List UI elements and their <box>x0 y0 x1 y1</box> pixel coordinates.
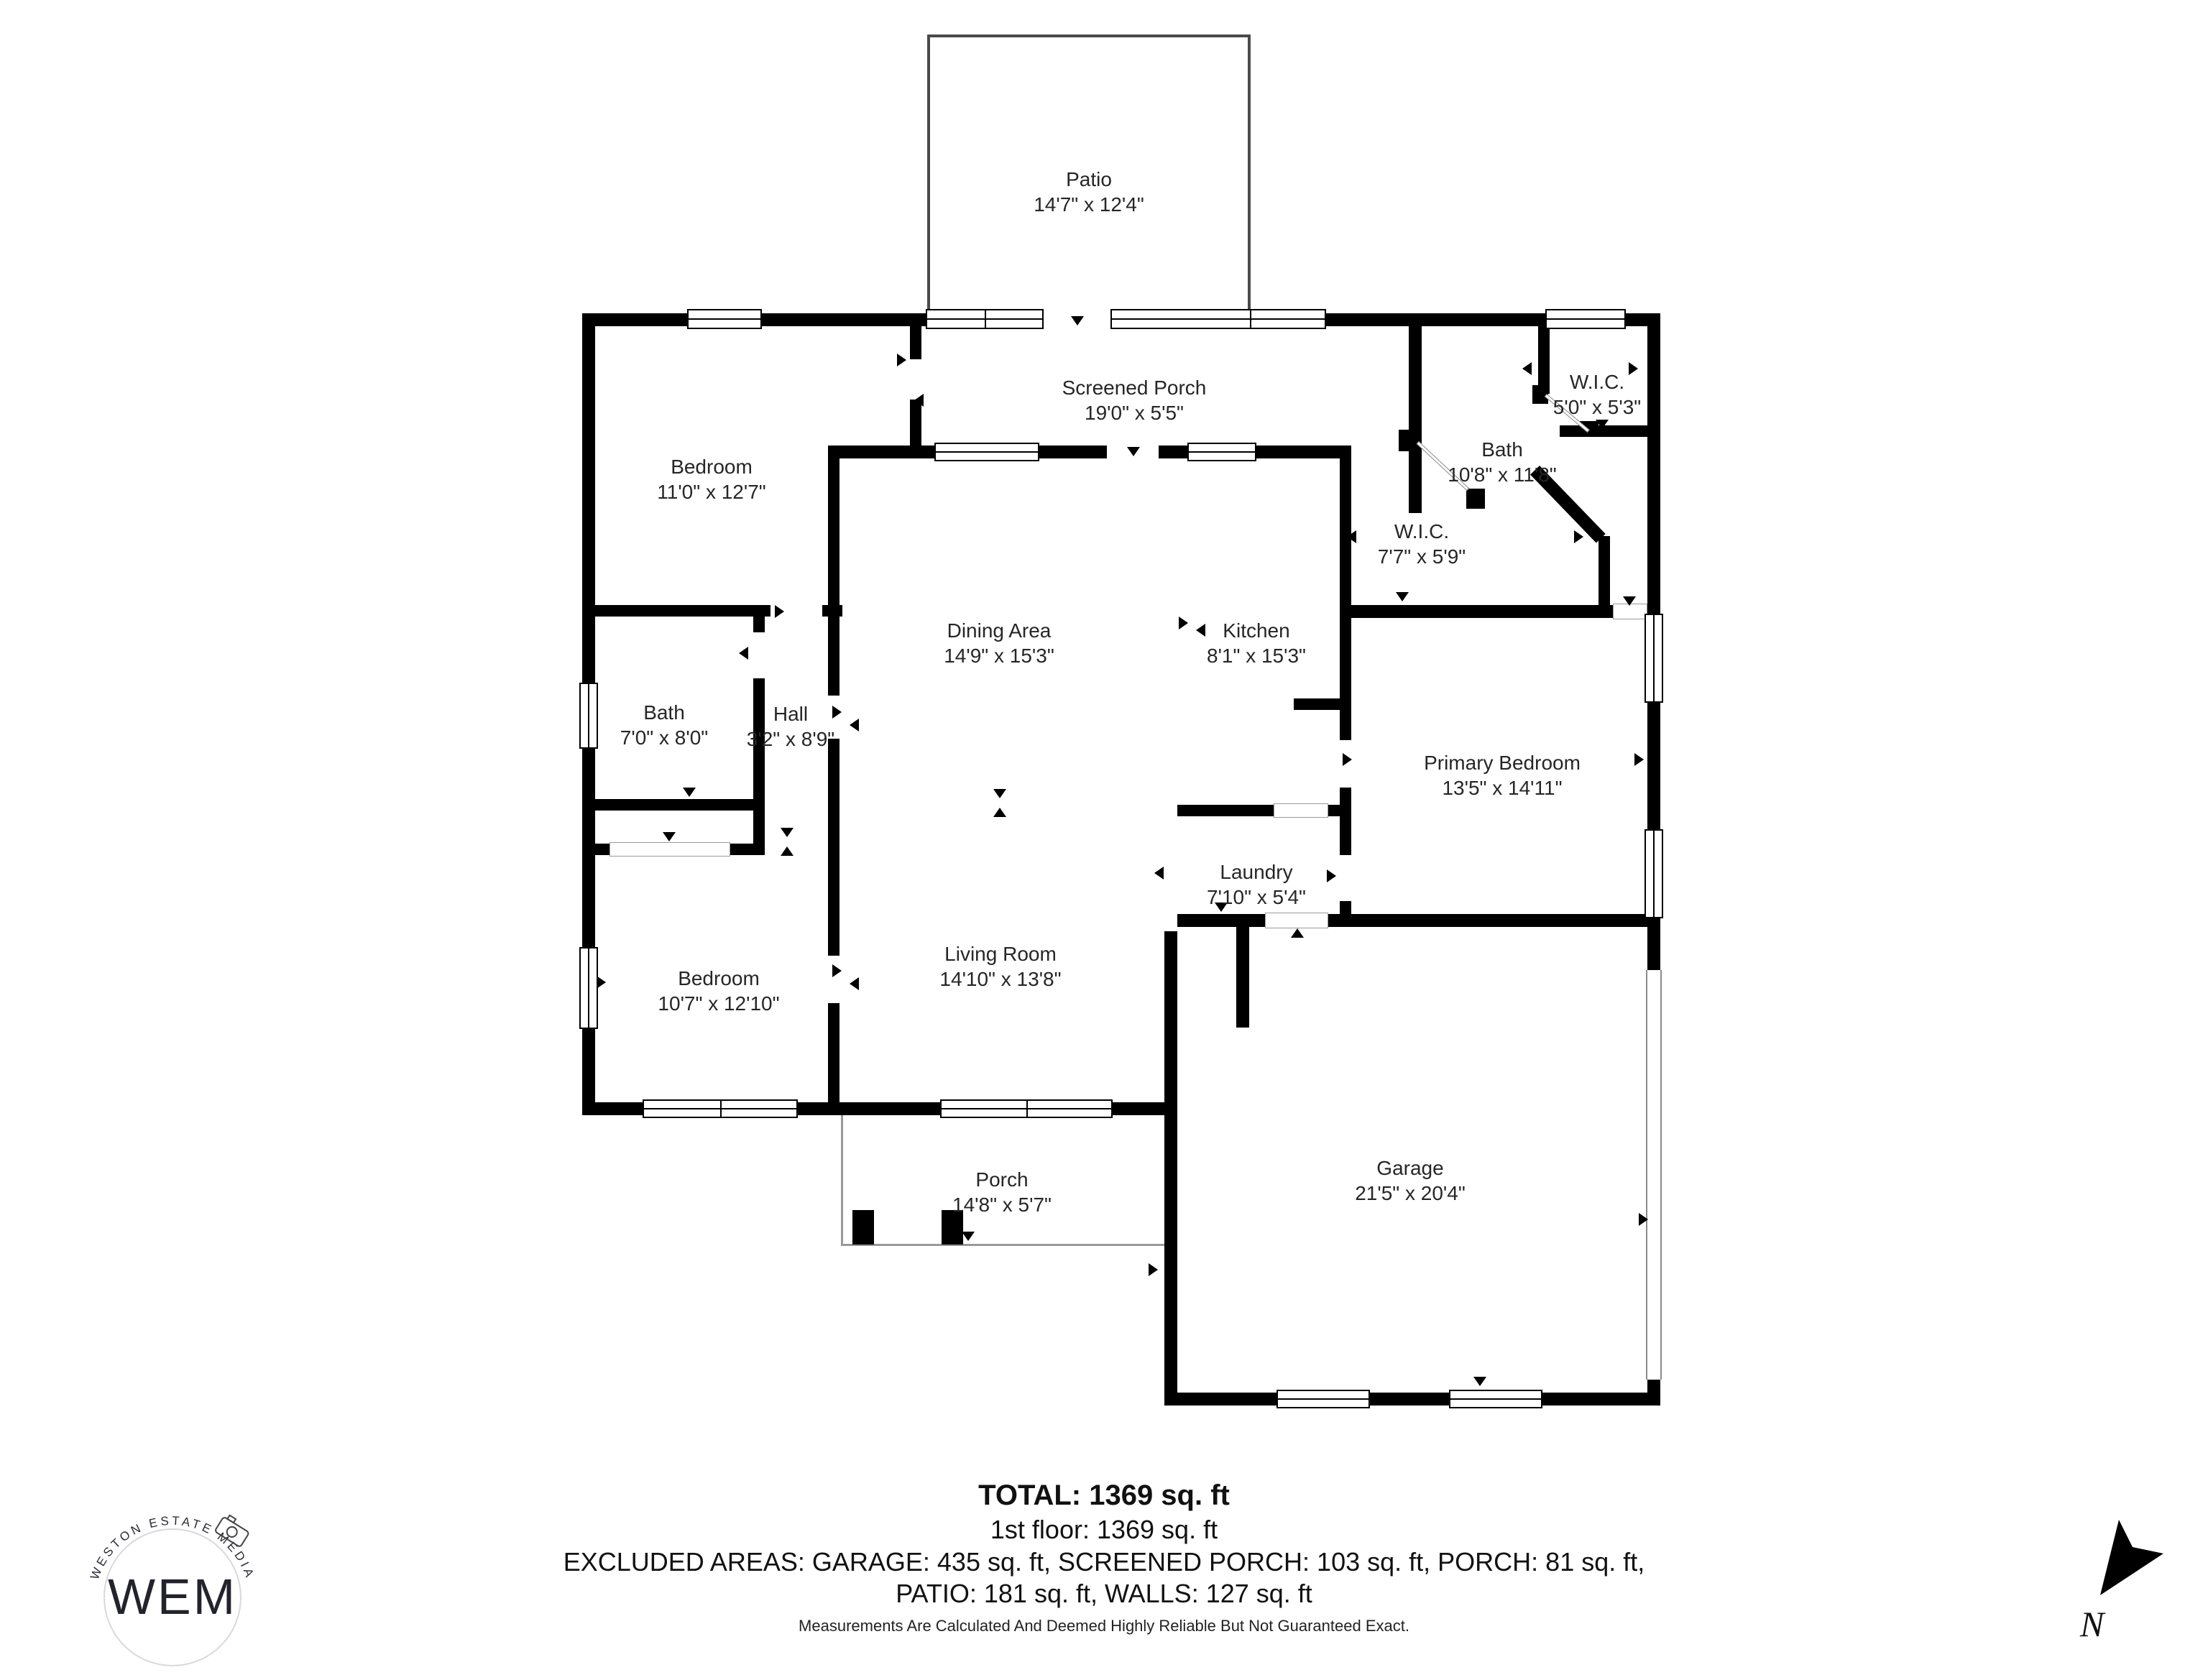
wall <box>1177 805 1274 816</box>
room-name: Hall <box>773 703 809 725</box>
room-name: Bath <box>643 701 685 724</box>
room-name: Screened Porch <box>1062 377 1207 399</box>
door-arrow <box>914 394 924 407</box>
room-label-garage <box>1252 1155 1568 1206</box>
wall <box>1340 605 1613 618</box>
wall <box>762 313 929 326</box>
room-label-bedroom-top <box>553 454 870 504</box>
window <box>940 1099 1113 1118</box>
wall <box>1164 931 1177 1406</box>
window <box>1644 829 1663 918</box>
logo-initials: WEM <box>107 1569 238 1625</box>
logo-arc-text: WESTON ESTATE MEDIA <box>88 1513 257 1582</box>
wall <box>798 1102 842 1115</box>
excluded-areas-line1: EXCLUDED AREAS: GARAGE: 435 sq. ft, SCREENED PORCH: 103 sq. ft, PORCH: 81 sq. ft, <box>563 1547 1645 1577</box>
room-name: W.I.C. <box>1569 371 1625 393</box>
wall <box>1159 446 1187 458</box>
wall <box>1164 1393 1276 1406</box>
wall <box>582 844 610 855</box>
door-arrow <box>897 354 906 366</box>
room-label-wic-top <box>1439 369 1755 420</box>
wall <box>730 844 765 855</box>
room-dims: 13'5" x 14'11" <box>1442 777 1563 799</box>
wall <box>582 1102 643 1115</box>
garage-door-opening <box>1646 970 1662 1380</box>
wall <box>1256 446 1351 458</box>
wall <box>753 617 765 632</box>
door-arrow <box>1127 447 1140 456</box>
first-floor-area: 1st floor: 1369 sq. ft <box>990 1515 1218 1544</box>
door-opening <box>1613 604 1647 619</box>
door-arrow <box>993 808 1006 817</box>
door-opening <box>1274 803 1328 818</box>
wall <box>1370 1393 1449 1406</box>
north-arrow-shape <box>2100 1520 2163 1595</box>
room-dims: 10'7" x 12'10" <box>658 992 780 1015</box>
room-label-bedroom-bot <box>561 966 877 1016</box>
door-arrow <box>1639 1213 1648 1226</box>
door-arrow <box>1291 928 1304 938</box>
room-dims: 19'0" x 5'5" <box>1085 402 1184 424</box>
door-opening <box>1265 913 1328 928</box>
room-label-bath-top <box>1344 437 1660 487</box>
room-label-primary <box>1344 750 1660 800</box>
room-name: Kitchen <box>1223 619 1290 642</box>
room-name: W.I.C. <box>1394 520 1450 543</box>
wall <box>582 313 687 326</box>
room-label-living <box>842 941 1159 992</box>
room-label-laundry <box>1098 859 1414 910</box>
wall <box>1039 446 1107 458</box>
room-name: Patio <box>1066 168 1112 190</box>
window <box>1449 1390 1542 1408</box>
door-arrow <box>781 828 794 837</box>
wall <box>910 326 921 359</box>
room-label-screened-porch <box>976 375 1292 425</box>
window <box>926 309 1044 329</box>
wall <box>828 1003 840 1102</box>
door-arrow <box>1473 1377 1486 1386</box>
door-arrow <box>683 788 696 797</box>
door-opening <box>610 842 730 857</box>
door-arrow <box>962 1232 975 1241</box>
door-arrow <box>1596 420 1609 429</box>
summary-block <box>0 1477 2208 1610</box>
room-label-kitchen <box>1098 618 1414 668</box>
wall <box>1326 313 1545 326</box>
window <box>643 1099 798 1118</box>
room-name: Garage <box>1376 1157 1444 1179</box>
room-dims: 21'5" x 20'4" <box>1355 1182 1466 1204</box>
excluded-areas-line2: PATIO: 181 sq. ft, WALLS: 127 sq. ft <box>896 1579 1312 1608</box>
room-dims: 14'9" x 15'3" <box>944 645 1054 667</box>
room-name: Primary Bedroom <box>1424 752 1581 774</box>
wall <box>1328 805 1340 816</box>
room-name: Porch <box>975 1168 1029 1191</box>
wall <box>1598 536 1610 605</box>
room-dims: 7'10" x 5'4" <box>1207 886 1306 908</box>
door-arrow <box>1396 592 1409 601</box>
window <box>687 309 762 329</box>
room-name: Dining Area <box>947 619 1052 642</box>
wall <box>828 739 840 956</box>
north-label: N <box>2080 1604 2104 1644</box>
room-label-hall <box>632 701 949 752</box>
room-dims: 14'8" x 5'7" <box>952 1194 1052 1216</box>
room-dims: 10'8" x 11'8" <box>1448 463 1557 486</box>
door-arrow <box>663 832 676 841</box>
door-arrow <box>993 789 1006 798</box>
room-name: Bedroom <box>671 456 753 478</box>
window <box>1644 614 1663 703</box>
wall <box>1340 446 1351 740</box>
door-arrow <box>1495 606 1508 616</box>
window <box>1187 443 1256 461</box>
wall <box>841 1102 940 1115</box>
room-dims: 14'10" x 13'8" <box>939 968 1062 990</box>
door-jamb <box>1466 489 1485 509</box>
room-dims: 5'0" x 5'3" <box>1552 396 1642 418</box>
room-name: Living Room <box>944 943 1057 965</box>
disclaimer: Measurements Are Calculated And Deemed Highly Reliable But Not Guaranteed Exact. <box>799 1617 1409 1635</box>
room-label-wic-mid <box>1264 519 1580 569</box>
wall <box>1542 1393 1660 1406</box>
room-name: Laundry <box>1220 861 1293 883</box>
room-dims: 8'1" x 15'3" <box>1207 645 1306 667</box>
room-label-patio <box>931 167 1247 217</box>
north-arrow <box>2070 1513 2192 1653</box>
window <box>934 443 1039 461</box>
door-arrow <box>781 846 794 856</box>
wem-logo <box>72 1508 273 1680</box>
room-name: Bedroom <box>678 967 760 989</box>
room-dims: 11'0" x 12'7" <box>657 481 766 503</box>
wall <box>1177 914 1265 927</box>
room-name: Bath <box>1481 438 1523 461</box>
door-arrow <box>1623 596 1636 606</box>
room-dims: 7'7" x 5'9" <box>1377 545 1466 568</box>
wall <box>582 605 770 617</box>
total-area: TOTAL: 1369 sq. ft <box>978 1480 1230 1511</box>
door-arrow <box>1149 1263 1158 1276</box>
room-label-porch <box>844 1167 1160 1217</box>
room-dims: 7'0" x 8'0" <box>620 726 709 749</box>
door-arrow <box>739 647 748 660</box>
window <box>1276 1390 1370 1408</box>
door-arrow <box>775 605 784 618</box>
room-dims: 3'2" x 8'9" <box>746 728 835 750</box>
window <box>1545 309 1626 329</box>
wall <box>1328 914 1660 927</box>
wall <box>1236 927 1249 1028</box>
window <box>1110 309 1326 329</box>
wall <box>582 799 765 811</box>
door-arrow <box>1071 316 1084 326</box>
room-dims: 14'7" x 12'4" <box>1034 193 1144 216</box>
